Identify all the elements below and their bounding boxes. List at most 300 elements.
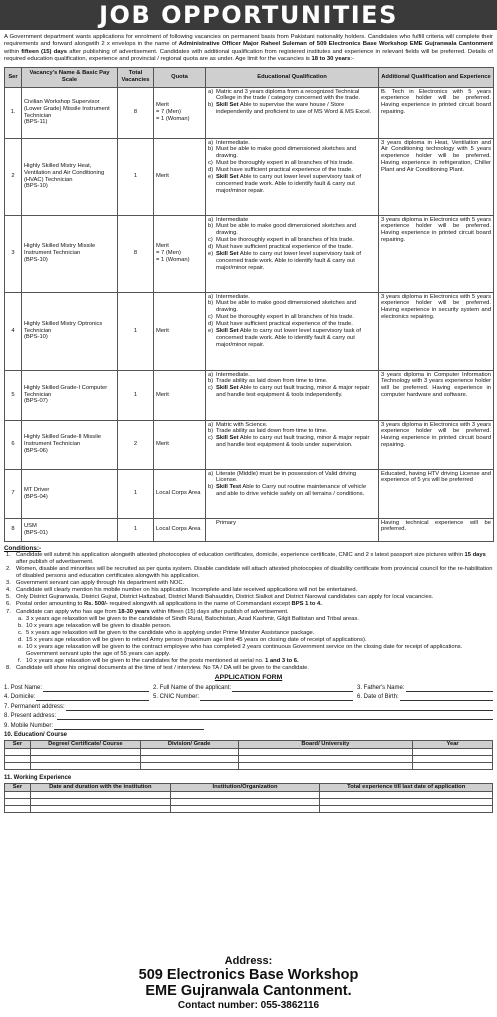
vacancy-additional: 3 years diploma in Heat, Ventilation and Air Conditioning technology with 5 years experience holder will be preferred. Having experience in refrigeration, Chiller Plant and Air Conditioning Plant. [379,138,494,215]
vacancy-total: 8 [118,215,154,292]
condition-item [4,580,493,587]
vacancy-ser: 6 [5,420,22,469]
qualification-item [208,244,376,251]
quota-line: Merit [156,327,169,334]
qualification-marker: c) [208,237,213,244]
condition-text: Candidate will clearly mention his mobile number on his application. Incomplete and late received applications will not be entertained. [16,587,358,594]
skill-label: Skill Set [216,435,239,442]
vacancy-qualification [206,469,379,518]
vacancy-additional: Educated, having HTV driving License and experience of 5 yrs will be preferred [379,469,494,518]
vacancy-ser: 1. [5,87,22,138]
vacancy-total: 1 [118,469,154,518]
condition-subnumber: d. [18,636,23,643]
condition-emphasis: BPS 1 to 4. [291,601,322,608]
condition-text: Candidate will submit his application alongwith attested photocopies of education certificates, domicile, experience certificate, CNIC and 2 x latest passport size pictures within [16,552,465,559]
input-line[interactable] [36,695,149,701]
intro-age-limit: 18 to 30 years [311,56,351,63]
qualification-item [208,484,376,498]
table-row[interactable] [5,805,493,812]
qualification-text: Able to carry out lower level supervisory task of concerned trade work. Able to identify fault & carry out major/minor repair. [216,174,361,195]
qualification-marker: c) [208,435,213,442]
condition-number: 5. [6,594,11,601]
intro-text: A Government department wants applications for enrolment of following vacancies on permanent basis from Pakistani nationality holders. Candidates who fulfill criteria will complete their requirements and forward alongwith 2 x envelops in the name of [4,34,493,48]
condition-number: 3. [6,580,11,587]
education-table [4,740,493,770]
vacancy-name: Highly Skilled Grade-II Missile Instrument Technician [24,434,101,448]
education-header-ser: Ser [5,741,31,749]
experience-table-header [5,783,493,791]
condition-item [4,594,493,601]
qualification-list [208,520,376,527]
permanent-address-label: 7. Permanent address: [4,703,65,710]
qualification-text: Must be thoroughly expert in all branches of his trade. [216,160,354,167]
qualification-item [208,294,376,301]
vacancy-ser: 7 [5,469,22,518]
vacancy-quota [154,292,206,370]
skill-label: Skill Set [216,174,239,181]
education-header-board: Board/ University [238,741,413,749]
input-line[interactable] [66,705,493,711]
vacancy-name-cell [22,518,118,541]
condition-text: within fifteen (15) days after publish of advertisement. [149,608,289,615]
qualification-text: Must have sufficient practical experience of the trade. [216,321,353,328]
full-name-field[interactable] [153,685,353,692]
qualification-text: Primary [216,519,236,526]
condition-item [4,601,493,608]
condition-text: required alongwith all applications in the name of Commandant except [107,601,292,608]
qualification-marker: b) [208,378,214,385]
qualification-marker: a) [208,88,214,95]
quota-line: Merit [156,441,169,448]
header-ser: Ser [5,67,22,87]
form-row [4,682,493,692]
domicile-field[interactable] [4,694,149,701]
qualification-text: Trade ability as laid down from time to time. [216,378,328,385]
education-table-header [5,741,493,749]
condition-item [4,665,493,672]
qualification-marker: a) [208,470,214,477]
input-line[interactable] [57,714,493,720]
condition-text: Women, disable and minorities will be recruited as per quota system. Disable candidate will attach attested photocopies of disability certificate from provincial council for the re-habilitation of disabled persons and education certificates alongwith his application. [16,566,493,580]
qualification-text: Intermediate. [216,139,250,146]
full-name-label: 2. Full Name of the applicant: [153,684,232,691]
conditions-title: Conditions:- [4,544,42,552]
vacancy-qualification [206,420,379,469]
qualification-item [208,422,376,429]
vacancy-additional: Having technical experience will be preferred. [379,518,494,541]
condition-subitem [4,637,493,644]
vacancy-name: Highly Skilled Grade-I Computer Technician [24,384,108,398]
qualification-text: Intermediate. [216,293,250,300]
vacancy-name: Highly Skilled Mistry Missile Instrument Technician [24,243,96,257]
vacancy-additional: 3 years diploma in Electronics with 5 years experience holder will be preferred. Having experience in printed circuit board repairing. [379,215,494,292]
qualification-marker: c) [208,385,213,392]
vacancy-total: 2 [118,420,154,469]
condition-text: 10 x years age relaxation will be given to the contract employee who has completed 2 years continuous Government service on the closing date for receipt of applications. Government servant upto the age of 55 years can apply. [26,643,463,657]
qualification-text: Literate (Middle) must be in possession of Valid driving License. [216,470,357,484]
vacancy-qualification [206,370,379,420]
vacancy-name: USM [24,522,37,529]
vacancy-row [5,370,494,420]
qualification-list [208,294,376,350]
qualification-marker: a) [208,371,214,378]
vacancy-additional: 3 years diploma in Electronics with 5 years experience holder will be preferred. Having experience in security system and electronics repairing. [379,292,494,370]
contact-address-block [0,955,497,1012]
qualification-text: Able to supervise the ware house / Store independently and proficient to use of MS Word & MS Excel. [216,102,372,116]
qualification-item [208,471,376,485]
qualification-text: Able to Carry out routine maintenance of vehicle and able to drive vehicle safely on all terrains / conditions. [216,484,367,498]
quota-line: Local Corps Area [156,526,201,533]
header-educational-qualification: Educational Qualification [206,67,379,87]
vacancy-bps: (BPS-10) [24,183,48,190]
input-line[interactable] [400,695,493,701]
condition-number: 1. [6,552,11,559]
qualification-item [208,102,376,116]
input-line[interactable] [43,686,149,692]
cnic-field[interactable] [153,694,353,701]
skill-label: Skill Set [216,385,239,392]
qualification-marker: c) [208,314,213,321]
title-banner [0,0,497,30]
intro-deadline: fifteen (15) days [21,48,68,55]
form-row [4,701,493,711]
condition-text: Only District Gujranwala, District Gujrat, District Hafizabad, District Mandi Bahauddin, District Sialkot and District Narowal candidates can apply for local vacancies. [16,594,434,601]
intro-text: after publishing of advertisement. Candidates with additional qualification from registered institutes and experience in relevant fields will be preferred. Details of required education qualification, experience and provincial / regional quota are as under. Age limit for the vacancies is [4,48,493,63]
vacancy-bps: (BPS-10) [24,256,48,263]
vacancy-name-cell [22,420,118,469]
qualification-text: Must be able to make good dimensioned sketches and drawing. [216,223,357,237]
qualification-text: Intermediate [216,216,249,223]
qualification-marker: b) [208,102,214,109]
vacancy-additional: B. Tech in Electronics with 5 years experience holder will be preferred. Having experience in printed circuit board repairing. [379,87,494,138]
father-name-label: 3. Father's Name: [357,684,405,691]
qualification-marker [208,520,216,527]
permanent-address-field[interactable] [4,704,493,711]
quota-line: Merit [156,391,169,398]
form-row [4,692,493,702]
qualification-item [208,385,376,399]
table-row[interactable] [5,749,493,756]
qualification-text: Matric and 3 years diploma from a recognized Technical College in the trade / category concerned with the trade. [216,88,361,102]
experience-header-total: Total experience till last date of application [320,783,493,791]
experience-title: 11. Working Experience [4,774,72,781]
cnic-label: 5. CNIC Number: [153,694,200,701]
qualification-item [208,435,376,449]
skill-label: Skill Test [216,484,242,491]
quota-line: = 1 (Woman) [156,115,190,122]
skill-label: Skill Set [216,251,239,258]
vacancy-name: MT Driver [24,486,50,493]
father-name-field[interactable] [357,685,493,692]
vacancy-name-cell [22,87,118,138]
contact-number: Contact number: 055-3862116 [177,1000,320,1012]
quota-line: Merit [156,173,169,180]
qualification-item [208,372,376,379]
condition-number: 8. [6,665,11,672]
qualification-text: Intermediate. [216,371,250,378]
header-additional-qualification: Additional Qualification and Experience [379,67,494,87]
condition-emphasis: Rs. 500/- [84,601,108,608]
present-address-field[interactable] [4,713,493,720]
skill-label: Skill Set [216,328,239,335]
qualification-item [208,428,376,435]
vacancy-ser: 8 [5,518,22,541]
address-line-1: 509 Electronics Base Workshop [138,967,359,984]
qualification-marker: b) [208,146,214,153]
table-row[interactable] [5,756,493,763]
vacancy-total: 1 [118,518,154,541]
present-address-label: 8. Present address: [4,713,57,720]
vacancy-quota [154,370,206,420]
application-form-title: APPLICATION FORM [214,674,283,682]
vacancy-qualification [206,138,379,215]
input-line[interactable] [406,686,494,692]
post-name-field[interactable] [4,685,149,692]
condition-subitem [4,644,493,658]
vacancy-row [5,138,494,215]
qualification-item [208,160,376,167]
condition-subnumber: c. [18,629,23,636]
vacancy-total: 1 [118,370,154,420]
dob-field[interactable] [357,694,493,701]
condition-subitem [4,623,493,630]
vacancy-row [5,215,494,292]
quota-line: Local Corps Area [156,490,201,497]
quota-line: = 7 (Men) [156,250,181,257]
qualification-marker: a) [208,216,214,223]
qualification-marker: b) [208,428,214,435]
condition-number: 7. [6,608,11,615]
vacancy-row [5,420,494,469]
experience-header-institution: Institution/Organization [170,783,320,791]
qualification-text: Able to carry out fault tracing, minor & major repair and handle test equipment & tools independently. [216,385,370,399]
vacancy-row [5,518,494,541]
condition-text: after publish of advertisement. [16,559,94,566]
vacancy-quota [154,87,206,138]
form-row [4,711,493,721]
vacancy-additional: 3 years diploma in Computer Information Technology with 3 years experience holder will be preferred. Having experience in computer hardware and software. [379,370,494,420]
table-row[interactable] [5,791,493,798]
condition-text: 10 x years age relaxation will be given to the candidates for the posts mentioned at serial no. [26,657,266,664]
education-section-title [4,730,493,740]
intro-text: :- [350,56,355,63]
vacancy-bps: (BPS-01) [24,529,48,536]
qualification-item [208,314,376,321]
vacancy-ser: 2 [5,138,22,215]
vacancy-name-cell [22,469,118,518]
vacancy-qualification [206,87,379,138]
qualification-marker: b) [208,223,214,230]
qualification-marker: e) [208,174,214,181]
qualification-marker: d) [208,321,214,328]
header-quota: Quota [154,67,206,87]
qualification-list [208,372,376,400]
vacancies-table [4,67,494,542]
vacancy-row [5,87,494,138]
vacancy-quota [154,215,206,292]
condition-item [4,609,493,616]
quota-line: = 1 (Woman) [156,256,190,263]
qualification-item [208,237,376,244]
vacancy-qualification [206,518,379,541]
condition-text: Candidate can apply who has age from [16,608,119,615]
experience-header-duration: Date and duration with the institution [30,783,170,791]
experience-section-title [4,772,493,782]
vacancy-ser: 4 [5,292,22,370]
qualification-marker: b) [208,484,214,491]
vacancy-total: 1 [118,138,154,215]
qualification-marker: d) [208,167,214,174]
qualification-text: Matric with Science. [216,421,268,428]
header-vacancy-name: Vacancy's Name & Basic Pay Scale [22,67,118,87]
table-row[interactable] [5,763,493,770]
input-line[interactable] [232,686,353,692]
vacancy-bps: (BPS-10) [24,334,48,341]
condition-text: 3 x years age relaxation will be given to the candidate of Sindh Rural, Balochistan, Azad Kashmir, Gilgit Baltistan and Tribal areas. [26,615,359,622]
qualification-item [208,328,376,349]
education-header-degree: Degree/ Certificate/ Course [30,741,140,749]
mobile-number-field[interactable] [4,723,204,730]
vacancy-total: 8 [118,87,154,138]
vacancy-total: 1 [118,292,154,370]
qualification-list [208,89,376,117]
address-label: Address: [224,955,273,967]
vacancy-name-cell [22,215,118,292]
form-row [4,720,493,730]
table-row[interactable] [5,798,493,805]
qualification-marker: d) [208,244,214,251]
vacancy-name-cell [22,370,118,420]
vacancy-row [5,469,494,518]
qualification-list [208,471,376,499]
vacancy-name: Highly Skilled Mistry Heat, Ventilation and Air Conditioning (HVAC) Technician [24,162,105,183]
vacancies-table-header [5,67,494,87]
qualification-list [208,140,376,196]
condition-text: 5 x years age relaxation will be given to the candidate who is applying under Prime Minister Assistance package. [26,629,315,636]
qualification-marker: b) [208,300,214,307]
condition-emphasis: 1 and 3 to 6. [265,657,299,664]
input-line[interactable] [54,724,204,730]
qualification-item [208,321,376,328]
experience-table [4,783,493,813]
vacancy-name: Highly Skilled Mistry Optronics Technician [24,320,103,334]
quota-line: = 7 (Men) [156,109,181,116]
qualification-marker: e) [208,328,214,335]
qualification-text: Must be thoroughly expert in all branches of his trade. [216,237,354,244]
vacancy-qualification [206,292,379,370]
qualification-marker: c) [208,160,213,167]
vacancy-name: Civilian Workshop Supervisor (Lower Grade) Missile Instrument Technician [24,98,110,119]
condition-item [4,587,493,594]
qualification-text: Must have sufficient practical experience of the trade. [216,167,353,174]
vacancy-bps: (BPS-04) [24,493,48,500]
condition-subnumber: e. [18,643,23,650]
condition-number: 6. [6,601,11,608]
qualification-item [208,89,376,103]
post-name-label: 1. Post Name: [4,684,43,691]
condition-subitem [4,616,493,623]
condition-text: 10 x years age relaxation will be given to disable person. [26,622,172,629]
vacancy-quota [154,518,206,541]
qualification-list [208,217,376,273]
condition-subnumber: f. [18,657,22,664]
vacancy-quota [154,420,206,469]
vacancy-row [5,292,494,370]
intro-addressee: Administrative Officer Major Raheel Suleman of 509 Electronics Base Workshop EME Gujranwala Cantonment [178,41,494,48]
qualification-marker: a) [208,293,214,300]
vacancy-name-cell [22,138,118,215]
vacancy-quota [154,469,206,518]
conditions-list [4,552,493,672]
qualification-text: Able to carry out fault tracing, minor & major repair and handle test equipment & tools under supervision. [216,435,370,449]
qualification-text: Able to carry out lower level supervisory task of concerned trade work. Able to identify fault & carry out major/minor repair. [216,251,361,272]
vacancy-quota [154,138,206,215]
qualification-text: Trade ability as laid down from time to time. [216,428,328,435]
qualification-item [208,223,376,237]
vacancy-name-cell [22,292,118,370]
condition-item [4,566,493,580]
qualification-item [208,300,376,314]
condition-subitem [4,658,493,665]
condition-emphasis: 15 days [464,552,486,559]
qualification-item [208,146,376,160]
vacancy-ser: 5 [5,370,22,420]
qualification-item [208,251,376,272]
condition-subnumber: a. [18,615,23,622]
condition-item [4,552,493,566]
education-header-year: Year [413,741,493,749]
qualification-list [208,422,376,450]
condition-text: Postal order amounting to [16,601,84,608]
qualification-item [208,140,376,147]
qualification-item [208,520,376,527]
quota-line: Merit [156,102,169,109]
domicile-label: 4. Domicile: [4,694,36,701]
intro-text: within [4,48,22,55]
condition-text: Candidate will show his original documents at the time of test / interview. No TA / DA will be given to the candidate. [16,665,310,672]
condition-number: 4. [6,587,11,594]
qualification-text: Must be able to make good dimensioned sketches and drawing. [216,146,357,160]
vacancy-ser: 3 [5,215,22,292]
intro-paragraph [4,34,493,64]
header-total-vacancies: Total Vacancies [118,67,154,87]
vacancy-additional: 3 years diploma in Electronics with 3 years experience holder will be preferred. Having experience in printed circuit board repairing. [379,420,494,469]
condition-emphasis: 18-30 years [118,608,150,615]
qualification-text: Must be able to make good dimensioned sketches and drawing. [216,300,357,314]
skill-label: Skill Set [216,102,239,109]
page-title: JOB OPPORTUNITIES [99,0,398,29]
dob-label: 6. Date of Birth: [357,694,399,701]
qualification-item [208,378,376,385]
input-line[interactable] [200,695,353,701]
address-line-2: EME Gujranwala Cantonment. [145,983,352,1000]
vacancy-bps: (BPS-11) [24,119,48,126]
qualification-marker: a) [208,139,214,146]
quota-line: Merit [156,243,169,250]
condition-subnumber: b. [18,622,23,629]
vacancy-qualification [206,215,379,292]
qualification-item [208,167,376,174]
vacancy-bps: (BPS-06) [24,447,48,454]
education-title: 10. Education/ Course [4,732,68,739]
condition-number: 2. [6,566,11,573]
qualification-item [208,217,376,224]
qualification-item [208,174,376,195]
condition-subitem [4,630,493,637]
qualification-text: Must be thoroughly expert in all branches of his trade. [216,314,354,321]
qualification-marker: e) [208,251,214,258]
qualification-text: Able to carry out lower level supervisory task of concerned trade work. Able to identify fault & carry out major/minor repair. [216,328,361,349]
